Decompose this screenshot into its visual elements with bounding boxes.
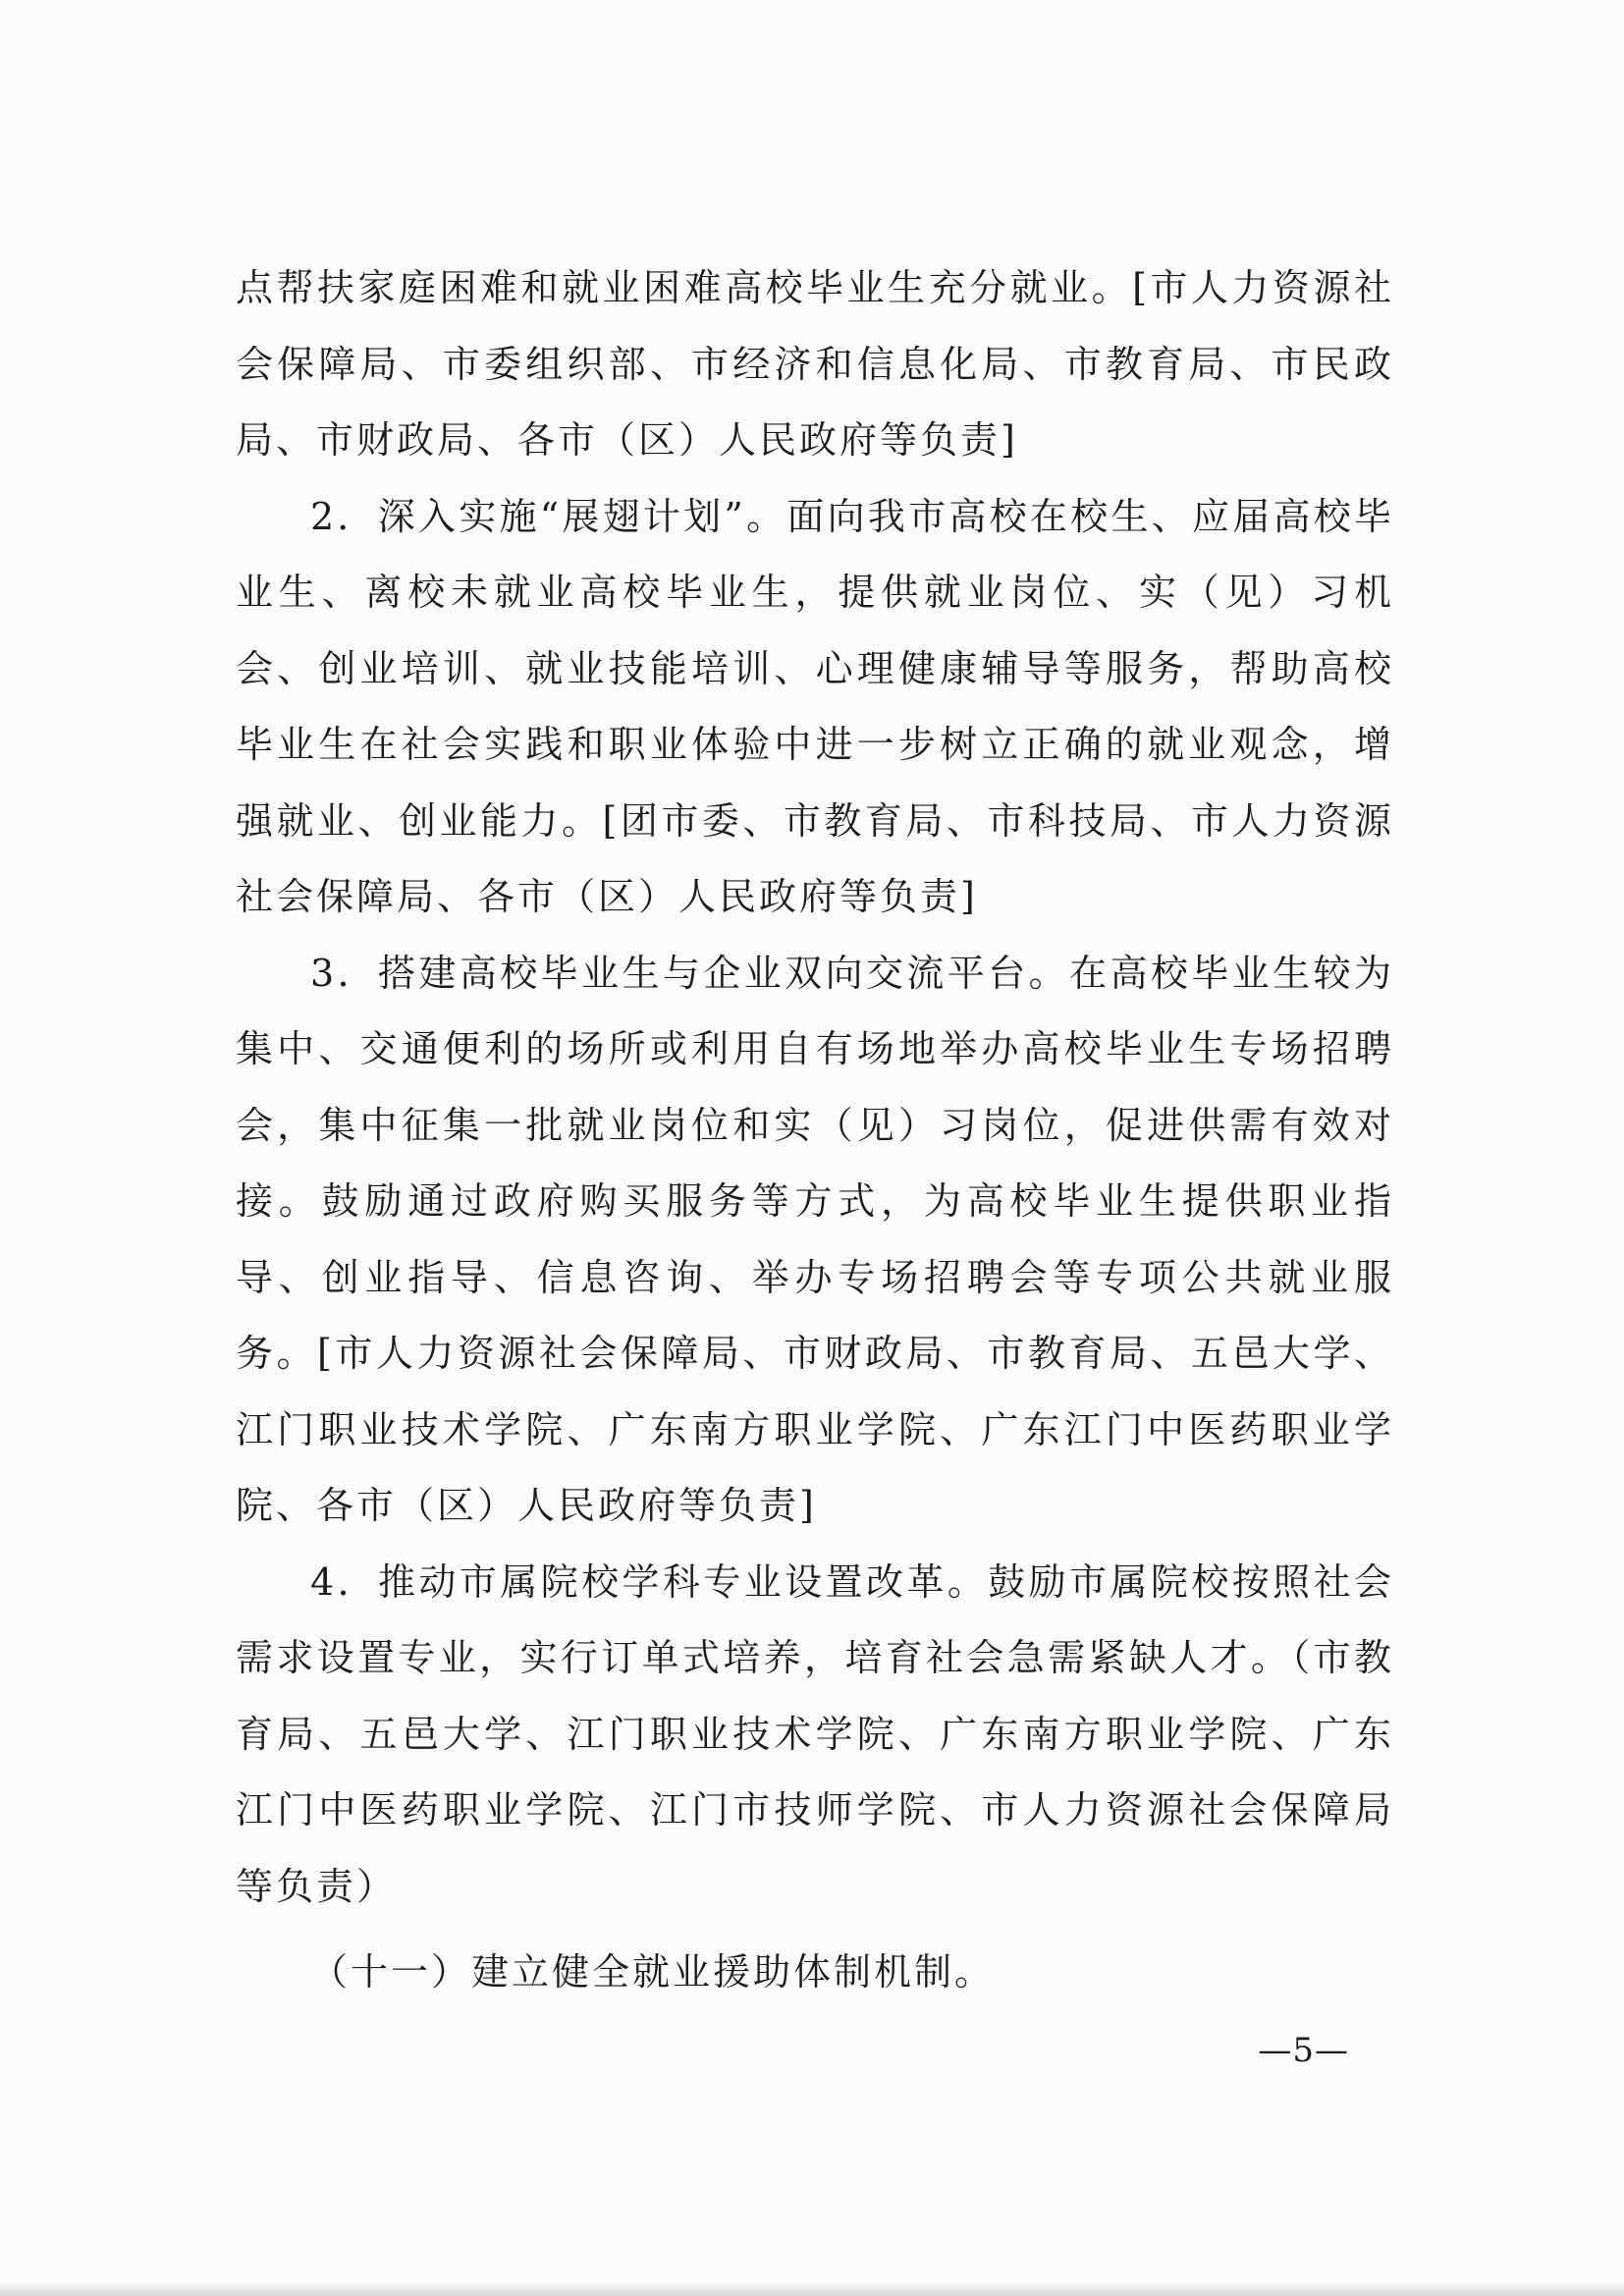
paragraph-continuation: 点帮扶家庭困难和就业困难高校毕业生充分就业。[市人力资源社会保障局、市委组织部、市经济和信息化局、市教育局、市民政局、市财政局、各市（区）人民政府等负责] — [236, 266, 1395, 462]
scan-edge-shadow — [0, 2282, 1624, 2296]
paragraph-item-4: 4．推动市属院校学科专业设置改革。鼓励市属院校按照社会需求设置专业，实行订单式培养，培育社会急需紧缺人才。（市教育局、五邑大学、江门职业技术学院、广东南方职业学院、广东江门中医药职业学院、江门市技师学院、市人力资源社会保障局等负责） — [236, 1559, 1394, 1908]
paragraph-item-2: 2．深入实施“展翅计划”。面向我市高校在校生、应届高校毕业生、离校未就业高校毕业生，提供就业岗位、实（见）习机会、创业培训、就业技能培训、心理健康辅导等服务，帮助高校毕业生在社会实践和职业体验中进一步树立正确的就业观念，增强就业、创业能力。[团市委、市教育局、市科技局、市人力资源社会保障局、各市（区）人民政府等负责] — [236, 494, 1394, 918]
paragraph-item-3: 3．搭建高校毕业生与企业双向交流平台。在高校毕业生较为集中、交通便利的场所或利用自有场地举办高校毕业生专场招聘会，集中征集一批就业岗位和实（见）习岗位，促进供需有效对接。鼓励通过政府购买服务等方式，为高校毕业生提供职业指导、创业指导、信息咨询、举办专场招聘会等专项公共就业服务。[市人力资源社会保障局、市财政局、市教育局、五邑大学、江门职业技术学院、广东南方职业学院、广东江门中医药职业学院、各市（区）人民政府等负责] — [236, 951, 1394, 1527]
document-body — [236, 250, 1394, 2011]
section-heading: （十一）建立健全就业援助体制机制。 — [310, 1950, 996, 1994]
page-number: —5— — [1258, 2031, 1349, 2070]
